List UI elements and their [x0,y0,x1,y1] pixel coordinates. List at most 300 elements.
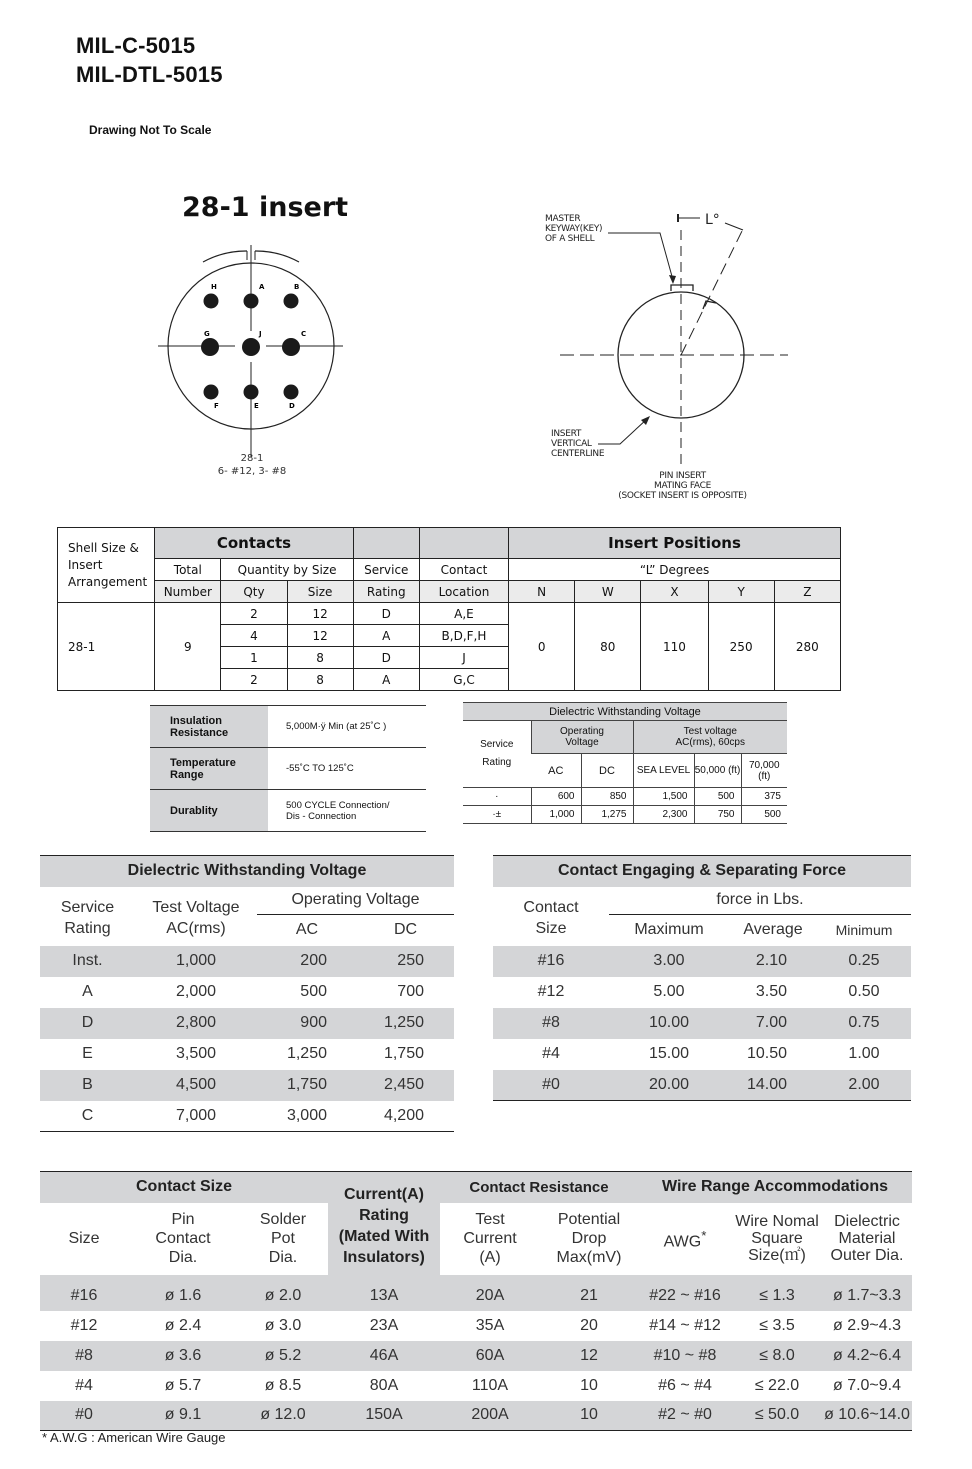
contact-label: B [294,283,300,291]
awg-footnote: * A.W.G : American Wire Gauge [42,1430,226,1445]
table-cell: 14.00 [729,1070,817,1101]
footnote-mark: * [701,1227,707,1243]
spec-value: -55˚C TO 125˚C [268,748,426,790]
dc-header: DC [393,921,418,939]
dc-header: DC [581,754,633,788]
qty-by-size-header: Quantity by Size [221,559,353,581]
force-rows [493,946,911,1101]
header-line: Pin [171,1211,195,1228]
number-header: Number [155,581,221,603]
table-cell: #16 [493,946,609,977]
rating-cell: ·± [463,806,531,824]
minimum-header: Minimum [835,922,893,939]
centerline-label-line: VERTICAL [551,439,592,449]
qty-cell: 1 [221,647,287,669]
position-y-header: Y [708,581,774,603]
table-row [40,1401,912,1431]
table-cell: C [81,1106,94,1124]
test-voltage-header [135,887,257,946]
keyway-leader [608,233,673,280]
awg-header [638,1203,732,1275]
table-cell: #8 [493,1008,609,1039]
table-cell: 10.00 [609,1008,729,1039]
table-row [493,1070,911,1101]
shell-arc-left [203,251,247,262]
location-cell: B,D,F,H [419,625,508,647]
header-line: Shell Size & [68,540,139,555]
force-units-header: force in Lbs. [609,887,911,915]
contact-pin-a [244,294,259,309]
header-line: Service [60,899,115,916]
sea-level-header: SEA LEVEL [633,754,694,788]
header-line: Dia. [168,1249,198,1266]
mating-face-caption [600,471,765,501]
table-cell: 2,800 [135,1008,257,1039]
header-line: Outer Dia. [830,1247,904,1264]
service-header: Service [353,559,419,581]
table-cell: 2,450 [357,1070,454,1101]
table-row [40,1371,912,1401]
dielectric-voltage-table [40,855,454,1132]
location-cell: G,C [419,669,508,691]
centerline-label-line: INSERT [551,429,582,439]
header-line: Size(㎡) [748,1247,806,1264]
header-line: Operating [560,726,604,737]
contact-pin-g [201,338,219,356]
rating-cell: D [353,647,419,669]
header-line: AC(rms), 60cps [675,737,745,748]
header-line: Size [535,920,567,937]
table-row [40,1070,454,1101]
header-line: Test Voltage [152,899,240,916]
table-cell: 23A [369,1316,399,1334]
header-line: Rating [482,757,512,768]
rating-cell: D [353,603,419,625]
small-dwv-title: Dielectric Withstanding Voltage [463,703,787,721]
position-y-value: 250 [708,603,774,691]
position-n-header: N [509,581,575,603]
table-cell: ø 10.6~14.0 [822,1401,912,1431]
contact-resistance-group: Contact Resistance [440,1172,638,1203]
table-cell: ø 1.6 [128,1281,238,1311]
total-header: Total [155,559,221,581]
qty-header: Qty [221,581,287,603]
test-voltage-header [633,721,787,754]
table-cell: #14 ~ #12 [649,1316,721,1334]
contact-label: J [259,330,262,338]
header-line: Contact [523,899,579,916]
table-cell: 1,750 [383,1045,424,1062]
header-line: Test voltage [683,726,737,737]
outer-dia-header [822,1203,912,1275]
table-cell: #6 ~ #4 [658,1376,712,1394]
contact-label: E [254,402,259,410]
header-line: AC(rms) [166,920,226,937]
contact-label: C [301,330,307,338]
size-cell: 12 [287,625,353,647]
test-current-header [440,1203,540,1275]
table-cell: ø 2.9~4.3 [832,1316,902,1334]
header-line: Contact [155,1230,211,1247]
value-line: Dis - Connection [286,810,357,822]
table-cell: ≤ 50.0 [732,1401,822,1431]
qty-cell: 2 [221,669,287,691]
caption-line: PIN INSERT [659,471,706,481]
caption-line: MATING FACE [654,481,711,491]
table-cell: 2.10 [729,946,817,977]
contact-size-table [40,1171,912,1431]
current-rating-header [328,1172,440,1275]
average-header: Average [743,921,803,939]
header-line: Max(mV) [556,1249,622,1266]
table-cell: 13A [328,1281,440,1311]
drawing-note: Drawing Not To Scale [89,123,212,137]
key-line: Temperature [170,756,236,769]
table-cell: ø 5.7 [164,1376,202,1394]
header-line: Material [838,1230,896,1247]
contacts-layer [201,283,306,410]
arrangement-cell: 28-1 [58,603,155,691]
position-x-header: X [641,581,708,603]
arrowhead-icon [669,275,676,284]
key-line: Insulation [170,714,222,727]
keyway-label-line: OF A SHELL [545,234,595,244]
table-cell: A [82,983,93,1000]
table-cell: 900 [257,1008,357,1039]
table-cell: 46A [328,1341,440,1371]
table-cell: 10.50 [746,1045,787,1062]
header-line: Arrangement [68,574,148,589]
value-cell: 500 [694,788,741,806]
table-row [463,806,787,824]
rating-cell: A [353,669,419,691]
insert-keyway [703,301,716,309]
value-cell: 375 [741,788,787,806]
spec-table [150,705,426,832]
table-cell: 1,250 [286,1045,327,1062]
contact-pin-f [204,385,219,400]
spec-value: 5,000M·ÿ Min (at 25˚C ) [268,706,426,748]
table-cell: 4,500 [135,1070,257,1101]
table-row [40,1281,912,1311]
table-cell: ø 7.0~9.4 [832,1376,902,1394]
shell-arc-right [255,251,299,262]
potential-drop-header [540,1203,638,1275]
l-degrees-header: “L” Degrees [509,559,841,581]
table-cell: 20.00 [609,1070,729,1101]
position-x-value: 110 [641,603,708,691]
table-cell: B [40,1070,135,1101]
contact-pin-e [244,385,259,400]
contact-force-table [493,855,911,1101]
location-cell: A,E [419,603,508,625]
size-cell: 8 [287,647,353,669]
table-cell: #12 [537,983,565,1000]
table-cell: 7.00 [729,1008,817,1039]
table-cell: 4,200 [383,1106,424,1124]
maximum-header: Maximum [634,921,704,939]
table-cell: #8 [40,1341,128,1371]
header-line: Dia. [268,1249,298,1266]
insert-title: 28-1 insert [182,192,349,223]
table-cell: 35A [475,1316,505,1334]
rating-header: Rating [353,581,419,603]
table-cell: 20 [580,1316,598,1334]
table-row [150,706,426,748]
table-cell: #12 [70,1316,98,1334]
pin-dia-header [128,1203,238,1275]
awg-label: AWG [663,1233,702,1251]
keyway-label-line: MASTER [545,214,581,224]
insert-caption-1: 28-1 [240,453,264,464]
contact-label: D [289,402,295,410]
insert-positions-header: Insert Positions [509,528,841,559]
table-cell: ø 3.0 [264,1316,302,1334]
key-line: Resistance [170,726,229,739]
caption-line: (SOCKET INSERT IS OPPOSITE) [618,491,747,501]
table-row [493,1008,911,1039]
table-cell: ø 2.0 [238,1281,328,1311]
keyway-label-line: KEYWAY(KEY) [545,224,603,234]
table-cell: 3.50 [755,983,787,1000]
value-cell: 750 [694,806,741,824]
table-cell: ≤ 8.0 [732,1341,822,1371]
50000-header: 50,000 (ft) [694,754,741,788]
table-cell: 500 [300,983,327,1000]
qty-cell: 4 [221,625,287,647]
table-cell: ø 2.4 [164,1316,202,1334]
table-cell: 3,000 [286,1106,327,1124]
value-line: 500 CYCLE Connection/ [286,799,390,811]
service-rating-header [40,887,135,946]
table-cell: 20A [440,1281,540,1311]
table-cell: 1.00 [848,1045,880,1062]
header-line: (Mated With [338,1228,430,1246]
insert-face-diagram [150,240,350,485]
size-cell: 8 [287,669,353,691]
position-z-value: 280 [774,603,840,691]
table-row [58,603,841,625]
contact-label: G [204,330,210,338]
operating-voltage-header: Operating Voltage [257,887,454,915]
table-cell: #4 [75,1376,93,1394]
position-w-header: W [575,581,641,603]
ac-header: AC [295,921,319,939]
table-cell: 80A [369,1376,399,1394]
location-cell: J [419,647,508,669]
header-line: Potential [557,1211,621,1228]
table-row [493,977,911,1008]
contact-label: A [259,283,265,291]
table-cell: #10 ~ #8 [638,1341,732,1371]
table-cell: 1,750 [257,1070,357,1101]
location-header: Location [419,581,508,603]
contacts-table [57,527,841,691]
table-cell: 15.00 [648,1045,690,1062]
table-cell: 7,000 [175,1106,217,1124]
table-row [40,1311,912,1341]
header-line: Rating [64,920,111,937]
table-row [150,748,426,790]
header-line: Pot [270,1230,295,1247]
table-row [40,1039,454,1070]
header-line: Dielectric [834,1213,900,1230]
header-line: Rating [359,1207,409,1225]
position-w-value: 80 [575,603,641,691]
size-header: Size [68,1230,100,1247]
spec-value [268,790,426,832]
table-row [40,1341,912,1371]
spec-key: Durablity [150,790,268,832]
header-line: Insert [68,557,103,572]
spec-key [150,748,268,790]
header-line: Wire Nomal [735,1213,819,1230]
table-cell: 0.75 [817,1008,911,1039]
header-line: Square [751,1230,803,1247]
dwv-rows [40,946,454,1132]
wire-range-group: Wire Range Accommodations [638,1172,912,1203]
centerline-label-line: CENTERLINE [551,449,605,459]
table-cell: ø 3.6 [128,1341,238,1371]
contact-label: F [214,402,219,410]
contact-size-rows [40,1281,912,1431]
contact-pin-h [204,294,219,309]
size-header: Size [287,581,353,603]
table-cell: ø 5.2 [238,1341,328,1371]
table-cell: 0.25 [817,946,911,977]
table-cell: 10 [580,1376,598,1394]
total-number-cell: 9 [155,603,221,691]
value-cell: 600 [531,788,581,806]
table-row [150,790,426,832]
position-n-value: 0 [509,603,575,691]
table-cell: 1,000 [135,946,257,977]
doc-title-2: MIL-DTL-5015 [76,62,223,87]
contact-label: H [211,283,217,291]
table-cell: 700 [397,983,424,1000]
header-line: Service [480,739,514,750]
table-cell: ø 9.1 [128,1401,238,1431]
table-cell: 2.00 [817,1070,911,1101]
table-cell: #2 ~ #0 [638,1401,732,1431]
header-line: Test [475,1211,505,1228]
header-line: Current(A) [344,1186,424,1204]
table-cell: 10 [540,1401,638,1431]
table-cell: 0.50 [848,983,880,1000]
table-cell: 200A [440,1401,540,1431]
key-line: Range [170,768,204,781]
size-cell: 12 [287,603,353,625]
insert-caption-2: 6- #12, 3- #8 [217,466,287,477]
shell-arrangement-header [58,528,155,603]
centerline-leader [598,419,647,444]
table-cell: ø 1.7~3.3 [822,1281,912,1311]
rating-cell: · [463,788,531,806]
table-cell: ø 12.0 [238,1401,328,1431]
header-line: Insulators) [343,1249,425,1267]
table-row [40,1101,454,1132]
force-title: Contact Engaging & Separating Force [493,856,911,887]
table-row [463,788,787,806]
table-row [493,946,911,977]
value-cell: 1,500 [633,788,694,806]
table-cell: 1,250 [357,1008,454,1039]
header-blank [419,528,508,559]
contact-pin-d [284,385,299,400]
table-cell: 60A [440,1341,540,1371]
position-z-header: Z [774,581,840,603]
table-cell: 110A [471,1376,509,1394]
table-cell: E [82,1045,93,1062]
table-cell: #0 [40,1401,128,1431]
operating-voltage-header [531,721,633,754]
table-cell: 150A [328,1401,440,1431]
contacts-header: Contacts [155,528,353,559]
header-line: Drop [571,1230,607,1247]
value-cell: 1,000 [531,806,581,824]
service-rating-header [463,721,531,788]
contact-size-header [493,887,609,946]
table-cell: ≤ 22.0 [754,1376,800,1394]
table-cell: D [40,1008,135,1039]
spec-key [150,706,268,748]
table-cell: 2,000 [175,983,217,1000]
value-cell: 500 [741,806,787,824]
dwv-title: Dielectric Withstanding Voltage [40,856,454,887]
ac-header: AC [531,754,581,788]
table-cell: 3.00 [609,946,729,977]
table-cell: 250 [357,946,454,977]
table-cell: 3,500 [175,1045,217,1062]
contact-pin-b [284,294,299,309]
centerline-label [551,429,604,459]
table-cell: 5.00 [653,983,685,1000]
table-cell: #22 ~ #16 [638,1281,732,1311]
angle-label: L° [705,212,720,228]
contact-size-group: Contact Size [40,1172,328,1203]
angle-arrow [725,223,743,230]
value-cell: 2,300 [633,806,694,824]
header-blank [353,528,419,559]
contact-header: Contact [419,559,508,581]
value-cell: 850 [581,788,633,806]
table-cell: #16 [40,1281,128,1311]
value-cell: 1,275 [581,806,633,824]
table-cell: #0 [493,1070,609,1101]
solder-dia-header [238,1203,328,1275]
contact-pin-j [242,338,260,356]
header-line: Solder [259,1211,307,1228]
table-row [40,946,454,977]
table-cell: 12 [540,1341,638,1371]
header-line: Voltage [565,737,599,748]
table-cell: ≤ 3.5 [759,1316,795,1334]
70000-header: 70,000 (ft) [741,754,787,788]
table-cell: #4 [542,1045,560,1062]
table-cell: 21 [540,1281,638,1311]
table-cell: ≤ 1.3 [732,1281,822,1311]
table-row [40,1008,454,1039]
keyway-label [545,214,602,244]
master-key [671,285,693,291]
table-cell: ø 8.5 [264,1376,302,1394]
doc-title-1: MIL-C-5015 [76,33,196,58]
table-cell: 200 [257,946,357,977]
contact-pin-c [282,338,300,356]
wire-size-header [732,1203,822,1275]
header-line: (A) [479,1249,501,1266]
qty-cell: 2 [221,603,287,625]
